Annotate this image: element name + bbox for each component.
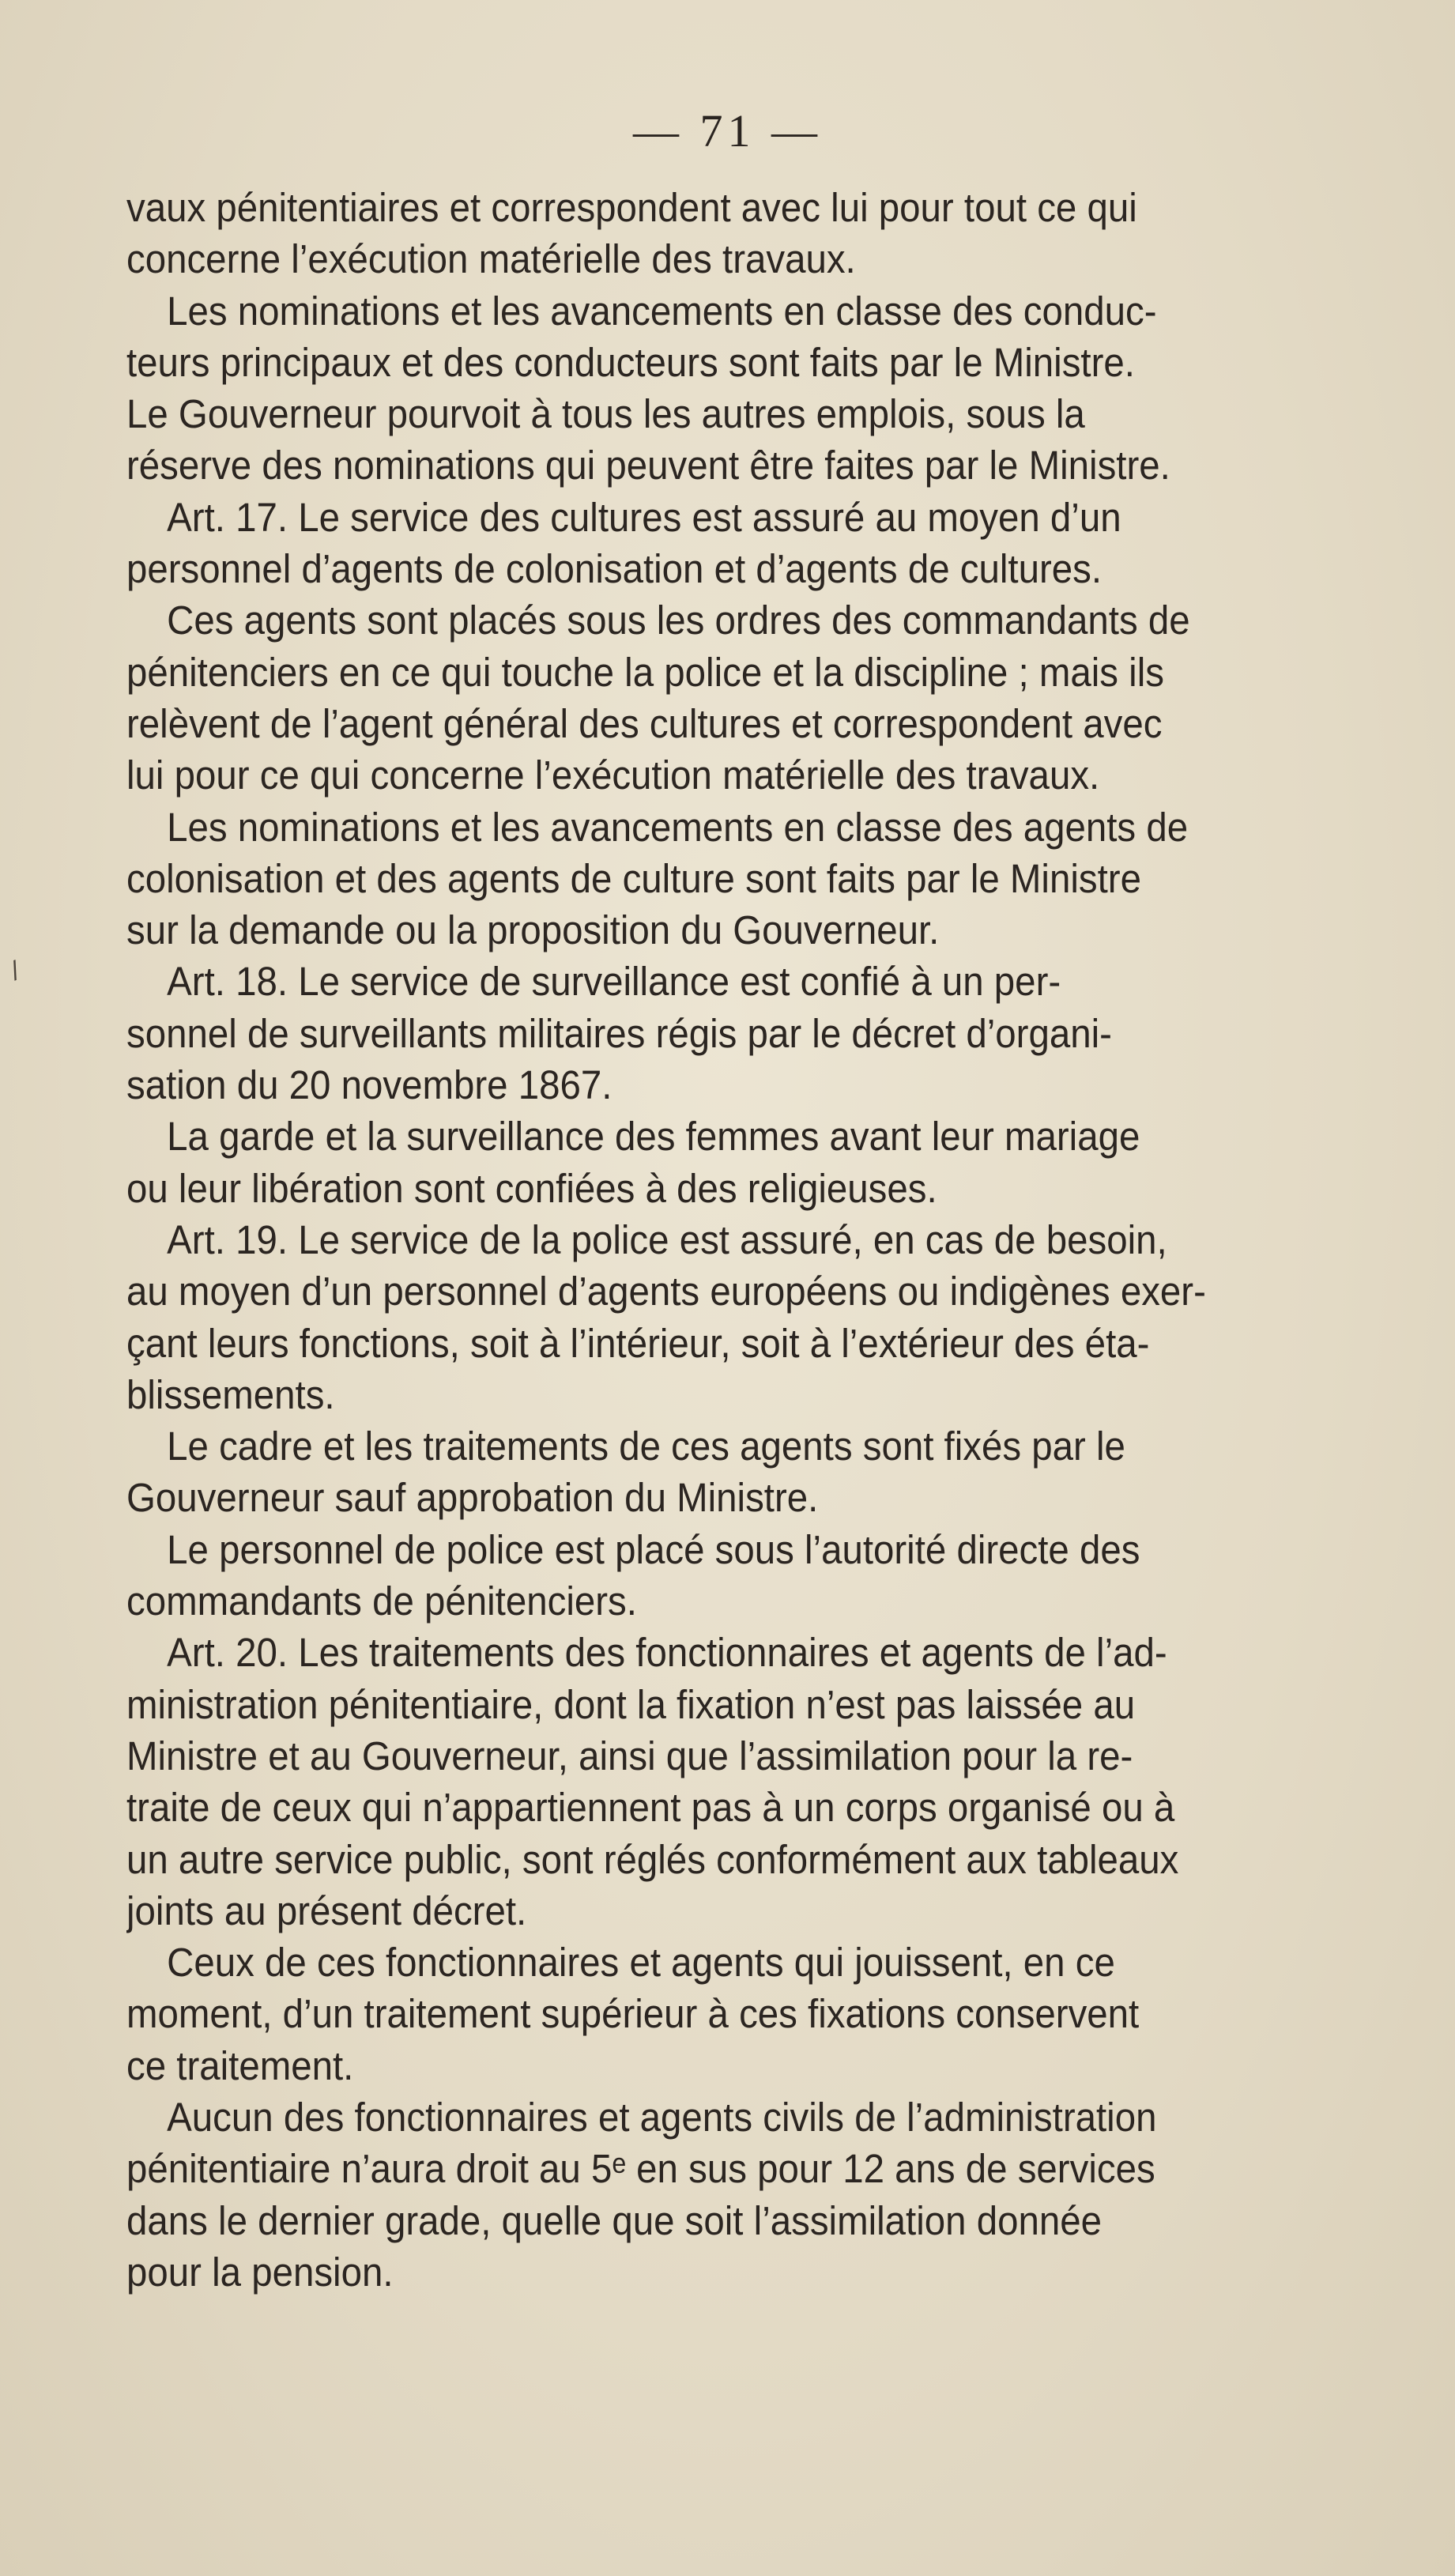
text-line: lui pour ce qui concerne l’exécution matérielle des travaux. [126,752,1100,798]
text-line: personnel d’agents de colonisation et d’agents de cultures. [126,546,1103,592]
text-line: ce traitement. [126,2042,354,2088]
text-line: ou leur libération sont confiées à des religieuses. [126,1165,937,1211]
text-line: Les nominations et les avancements en classe des agents de [167,804,1189,850]
text-line: Art. 17. Le service des cultures est assuré au moyen d’un [167,494,1121,540]
text-line: blissements. [126,1371,335,1417]
text-line: Aucun des fonctionnaires et agents civils de l’administration [167,2094,1157,2140]
text-line: traite de ceux qui n’appartiennent pas à un corps organisé ou à [126,1785,1175,1831]
text-line: Le cadre et les traitements de ces agents sont fixés par le [167,1424,1125,1469]
text-line: pénitenciers en ce qui touche la police et la discipline ; mais ils [126,649,1164,695]
text-line: relèvent de l’agent général des cultures et correspondent avec [126,700,1163,746]
text-line: Art. 19. Le service de la police est assuré, en cas de besoin, [167,1216,1167,1262]
text-line: Ministre et au Gouverneur, ainsi que l’assimilation pour la re- [126,1733,1133,1778]
text-line: réserve des nominations qui peuvent être faites par le Ministre. [126,443,1170,488]
text-line: concerne l’exécution matérielle des travaux. [126,236,856,282]
text-line: Le personnel de police est placé sous l’autorité directe des [167,1526,1140,1572]
body-text [126,182,1266,2298]
text-line: moment, d’un traitement supérieur à ces fixations conservent [126,1991,1140,2037]
text-line: pour la pension. [126,2249,394,2295]
text-line: colonisation et des agents de culture sont faits par le Ministre [126,855,1141,901]
text-line: Art. 18. Le service de surveillance est confié à un per- [167,959,1061,1005]
margin-mark: / [6,956,24,985]
text-line: au moyen d’un personnel d’agents européens ou indigènes exer- [126,1269,1206,1314]
text-line: ministration pénitentiaire, dont la fixation n’est pas laissée au [126,1681,1136,1727]
text-line: vaux pénitentiaires et correspondent avec lui pour tout ce qui [126,185,1137,230]
text-line: Le Gouverneur pourvoit à tous les autres emplois, sous la [126,391,1085,437]
text-line: dans le dernier grade, quelle que soit l’assimilation donnée [126,2197,1102,2243]
text-line: commandants de pénitenciers. [126,1578,637,1624]
text-line: La garde et la surveillance des femmes avant leur mariage [167,1114,1140,1160]
text-line: Art. 20. Les traitements des fonctionnaires et agents de l’ad- [167,1630,1167,1676]
text-line: çant leurs fonctions, soit à l’intérieur, soit à l’extérieur des éta- [126,1320,1150,1366]
text-line: sation du 20 novembre 1867. [126,1062,613,1108]
page-number: — 71 — [633,105,822,157]
text-line: teurs principaux et des conducteurs sont faits par le Ministre. [126,339,1135,385]
text-line: Gouverneur sauf approbation du Ministre. [126,1475,819,1521]
text-line: Ceux de ces fonctionnaires et agents qui jouissent, en ce [167,1940,1115,1986]
text-line: sonnel de surveillants militaires régis par le décret d’organi- [126,1010,1112,1056]
text-line: un autre service public, sont réglés conformément aux tableaux [126,1836,1179,1882]
text-line: Ces agents sont placés sous les ordres des commandants de [167,598,1190,643]
text-line: sur la demande ou la proposition du Gouverneur. [126,907,940,953]
text-line: joints au présent décret. [126,1888,527,1933]
text-line: Les nominations et les avancements en classe des conduc- [167,288,1157,334]
text-line: pénitentiaire n’aura droit au 5ᵉ en sus pour 12 ans de services [126,2146,1155,2192]
